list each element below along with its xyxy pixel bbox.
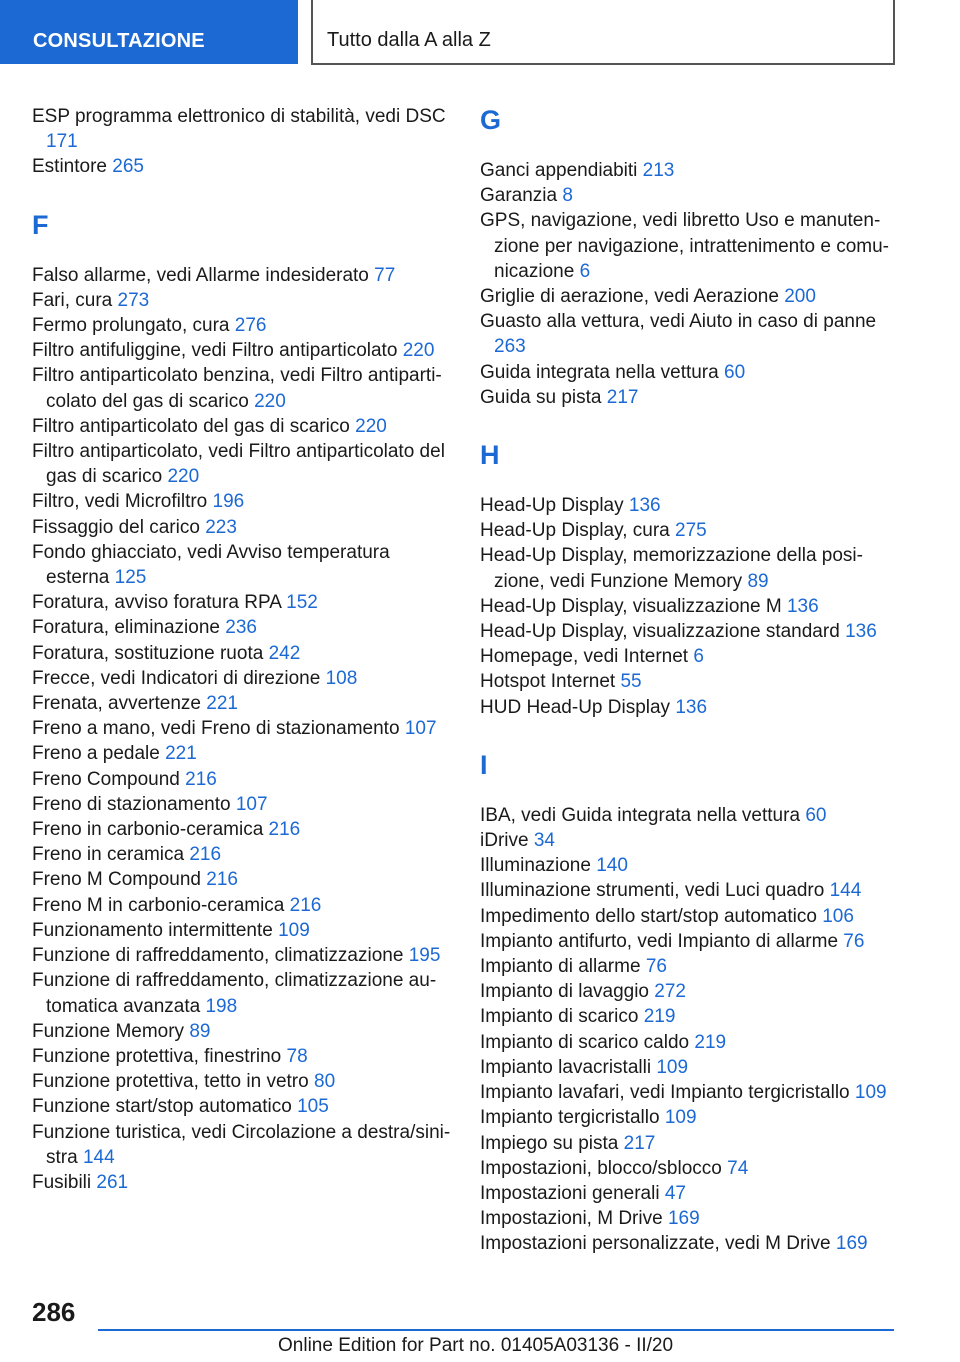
edition-note: Online Edition for Part no. 01405A03136 - II/20 <box>278 1335 674 1356</box>
entry-term: Fari, cura <box>32 289 113 311</box>
index-letter-heading: F <box>32 209 49 240</box>
entry-term: Filtro, vedi Microfiltro <box>32 491 208 513</box>
page-reference-link[interactable]: 217 <box>623 1132 656 1154</box>
index-entry <box>32 313 452 338</box>
index-entry <box>32 615 452 640</box>
entry-term: Funzione start/stop automatico <box>32 1096 292 1118</box>
index-entry <box>480 1030 900 1055</box>
entry-term: Garanzia <box>480 185 558 207</box>
entry-term: Frecce, vedi Indicatori di direzione <box>32 667 321 689</box>
index-entry <box>32 666 452 691</box>
index-entry <box>480 1181 900 1206</box>
index-entry <box>480 543 900 593</box>
page-reference-link[interactable]: 55 <box>620 671 642 693</box>
page-reference-link[interactable]: 109 <box>664 1107 697 1129</box>
index-entry <box>480 183 900 208</box>
index-entry <box>480 904 900 929</box>
index-entry <box>32 918 452 943</box>
page-reference-link[interactable]: 125 <box>114 567 147 589</box>
page-reference-link[interactable]: 221 <box>165 743 197 765</box>
index-entry <box>32 263 452 288</box>
index-column-left <box>32 104 452 1195</box>
page-reference-link[interactable]: 78 <box>286 1045 308 1067</box>
entry-term: Impostazioni, blocco/sblocco <box>480 1157 722 1179</box>
entry-term: Impianto di allarme <box>480 956 641 978</box>
entry-term: Impianto di scarico caldo <box>480 1031 690 1053</box>
page-reference-link[interactable]: 200 <box>784 286 816 308</box>
entry-term: Impiego su pista <box>480 1132 619 1154</box>
entry-term: Freno Compound <box>32 768 180 790</box>
entry-term: Impostazioni personalizzate, vedi M Drive <box>480 1233 831 1255</box>
index-entry <box>32 338 452 363</box>
entry-term: GPS, navigazione, vedi libretto Uso e manuten-zione per navigazione, intrattenimento e comu-nicazione <box>480 210 890 282</box>
entry-term: Frenata, avvertenze <box>32 693 201 715</box>
index-entry <box>32 1120 452 1170</box>
index-entry <box>480 1206 900 1231</box>
index-entry <box>32 792 452 817</box>
page-reference-link[interactable]: 196 <box>212 491 245 513</box>
page-reference-link[interactable]: 273 <box>117 289 150 311</box>
entry-term: Freno a pedale <box>32 743 160 765</box>
index-entry <box>32 154 452 179</box>
index-entry <box>32 515 452 540</box>
entry-term: Funzione turistica, vedi Circolazione a destra/sini-stra <box>32 1121 451 1168</box>
entry-term: Filtro antiparticolato del gas di scarico <box>32 415 350 437</box>
page-reference-link[interactable]: 169 <box>835 1233 868 1255</box>
page-reference-link[interactable]: 105 <box>297 1096 329 1118</box>
entry-term: Freno di stazionamento <box>32 793 231 815</box>
page-reference-link[interactable]: 136 <box>675 696 708 718</box>
page-reference-link[interactable]: 198 <box>205 995 238 1017</box>
entry-term: Filtro antifuliggine, vedi Filtro antiparticolato <box>32 340 398 362</box>
index-letter-heading: G <box>480 105 502 135</box>
index-entry <box>32 288 452 313</box>
entry-term: Freno in ceramica <box>32 844 185 866</box>
index-entry <box>480 284 900 309</box>
index-entry <box>32 968 452 1018</box>
index-entry <box>480 1231 900 1256</box>
index-entry <box>480 803 900 828</box>
page-reference-link[interactable]: 220 <box>254 390 286 412</box>
index-entry <box>32 540 452 590</box>
index-entry <box>480 878 900 903</box>
index-entry <box>480 385 900 410</box>
page-reference-link[interactable]: 109 <box>656 1056 689 1078</box>
entry-term: Impianto antifurto, vedi Impianto di allarme <box>480 930 839 952</box>
entry-term: Impianto di lavaggio <box>480 981 649 1003</box>
page-reference-link[interactable]: 140 <box>596 855 628 877</box>
page-reference-link[interactable]: 220 <box>355 415 387 437</box>
index-entry <box>480 929 900 954</box>
index-entry <box>480 158 900 183</box>
index-letter-heading: H <box>480 440 500 471</box>
entry-term: Filtro antiparticolato benzina, vedi Filtro antiparti-colato del gas di scarico <box>32 365 442 412</box>
index-entry <box>32 489 452 514</box>
page-reference-link[interactable]: 275 <box>675 520 707 542</box>
page-reference-link[interactable]: 89 <box>747 570 769 592</box>
index-entry <box>480 853 900 878</box>
entry-term: Freno M Compound <box>32 869 201 891</box>
entry-term: Foratura, avviso foratura RPA <box>32 592 281 614</box>
index-entry <box>480 619 900 644</box>
page-reference-link[interactable]: 195 <box>408 945 441 967</box>
page-reference-link[interactable]: 76 <box>645 956 667 978</box>
entry-term: Impianto lavafari, vedi Impianto tergicristallo <box>480 1082 850 1104</box>
index-column-right <box>480 104 900 1257</box>
page-reference-link[interactable]: 220 <box>402 340 435 362</box>
page-reference-link[interactable]: 6 <box>693 646 704 668</box>
index-entry <box>480 979 900 1004</box>
entry-term: Impianto lavacristalli <box>480 1056 652 1078</box>
index-entry <box>480 828 900 853</box>
page-reference-link[interactable]: 217 <box>606 386 639 408</box>
page-number: 286 <box>32 1297 76 1327</box>
page-reference-link[interactable]: 60 <box>724 361 746 383</box>
page-reference-link[interactable]: 265 <box>112 156 144 178</box>
entry-term: Foratura, sostituzione ruota <box>32 642 264 664</box>
index-entry <box>32 842 452 867</box>
page-reference-link[interactable]: 106 <box>822 905 854 927</box>
index-entry <box>480 1105 900 1130</box>
page-reference-link[interactable]: 136 <box>786 595 819 617</box>
chapter-title: Tutto dalla A alla Z <box>311 0 895 65</box>
index-letter-heading: I <box>480 749 488 780</box>
page-reference-link[interactable]: 219 <box>643 1006 676 1028</box>
page-reference-link[interactable]: 144 <box>829 880 862 902</box>
entry-term: Head-Up Display, visualizzazione standard <box>480 621 840 643</box>
entry-term: Ganci appendiabiti <box>480 160 638 181</box>
index-entry <box>32 1069 452 1094</box>
page-reference-link[interactable]: 263 <box>494 336 526 358</box>
entry-term: Guida integrata nella vettura <box>480 361 719 383</box>
page-reference-link[interactable]: 152 <box>286 592 318 614</box>
entry-term: Funzione di raffreddamento, climatizzazione au-tomatica avanzata <box>32 970 437 1017</box>
entry-term: Homepage, vedi Internet <box>480 646 689 668</box>
index-entry <box>32 767 452 792</box>
index-entry <box>480 669 900 694</box>
entry-term: Guasto alla vettura, vedi Aiuto in caso di panne <box>480 311 877 333</box>
page-reference-link[interactable]: 213 <box>642 160 675 181</box>
entry-term: Impianto di scarico <box>480 1006 639 1028</box>
entry-term: Freno in carbonio-ceramica <box>32 819 264 841</box>
entry-term: ESP programma elettronico di stabilità, vedi DSC <box>32 106 446 127</box>
page-reference-link[interactable]: 74 <box>727 1157 749 1179</box>
index-entry <box>32 439 452 489</box>
page-reference-link[interactable]: 221 <box>206 693 238 715</box>
index-entry <box>480 208 900 284</box>
index-entry <box>32 691 452 716</box>
page-reference-link[interactable]: 216 <box>189 844 222 866</box>
entry-term: Fermo prolungato, cura <box>32 315 230 337</box>
entry-term: Fondo ghiacciato, vedi Avviso temperatura esterna <box>32 541 390 589</box>
page-reference-link[interactable]: 109 <box>278 919 310 941</box>
index-entry <box>32 741 452 766</box>
entry-term: Freno M in carbonio-ceramica <box>32 894 285 916</box>
page-reference-link[interactable]: 216 <box>289 894 322 916</box>
index-entry <box>32 817 452 842</box>
entry-term: Falso allarme, vedi Allarme indesiderato <box>32 264 369 286</box>
index-entry <box>32 893 452 918</box>
page-reference-link[interactable]: 136 <box>628 495 661 517</box>
index-entry <box>32 1044 452 1069</box>
index-entry <box>480 954 900 979</box>
page-reference-link[interactable]: 108 <box>325 667 358 689</box>
page-reference-link[interactable]: 89 <box>189 1020 211 1042</box>
entry-term: Guida su pista <box>480 386 602 408</box>
entry-term: Fusibili <box>32 1171 92 1193</box>
page-reference-link[interactable]: 60 <box>805 804 827 826</box>
index-entry <box>480 360 900 385</box>
page-reference-link[interactable]: 8 <box>562 185 573 207</box>
entry-term: Illuminazione <box>480 855 591 877</box>
index-entry <box>32 414 452 439</box>
entry-term: Head-Up Display <box>480 495 624 517</box>
entry-term: IBA, vedi Guida integrata nella vettura <box>480 804 801 826</box>
entry-term: Fissaggio del carico <box>32 516 200 538</box>
page-reference-link[interactable]: 144 <box>82 1146 115 1168</box>
entry-term: Funzione protettiva, finestrino <box>32 1045 282 1067</box>
index-entry <box>32 590 452 615</box>
index-entry <box>480 1156 900 1181</box>
index-entry <box>480 644 900 669</box>
index-entry <box>32 1019 452 1044</box>
entry-term: Freno a mano, vedi Freno di stazionamento <box>32 718 400 740</box>
entry-term: Funzione di raffreddamento, climatizzazione <box>32 945 404 967</box>
page-reference-link[interactable]: 107 <box>404 718 437 740</box>
entry-term: Funzione protettiva, tetto in vetro <box>32 1071 309 1093</box>
page-reference-link[interactable]: 216 <box>206 869 238 891</box>
index-entry <box>32 104 452 154</box>
page-reference-link[interactable]: 220 <box>167 466 200 488</box>
page-header <box>0 0 960 66</box>
entry-term: Funzionamento intermittente <box>32 919 273 941</box>
index-entry <box>480 1055 900 1080</box>
entry-term: Impostazioni, M Drive <box>480 1208 663 1230</box>
entry-term: Head-Up Display, cura <box>480 520 670 542</box>
index-entry <box>480 594 900 619</box>
index-entry <box>32 716 452 741</box>
page-reference-link[interactable]: 47 <box>664 1182 686 1204</box>
index-entry <box>32 1170 452 1195</box>
entry-term: Head-Up Display, memorizzazione della posi-zione, vedi Funzione Memory <box>480 545 863 592</box>
entry-term: Hotspot Internet <box>480 671 616 693</box>
entry-term: Impedimento dello start/stop automatico <box>480 905 817 927</box>
page-reference-link[interactable]: 171 <box>46 131 78 153</box>
page-reference-link[interactable]: 34 <box>533 830 555 852</box>
page-reference-link[interactable]: 80 <box>314 1071 336 1093</box>
index-entry <box>32 867 452 892</box>
index-entry <box>32 1094 452 1119</box>
index-entry <box>480 518 900 543</box>
page-reference-link[interactable]: 136 <box>845 621 877 643</box>
page-reference-link[interactable]: 261 <box>96 1171 129 1193</box>
page-reference-link[interactable]: 276 <box>234 315 267 337</box>
page-reference-link[interactable]: 236 <box>225 617 257 639</box>
entry-term: Funzione Memory <box>32 1020 185 1042</box>
index-entry <box>480 695 900 720</box>
page-reference-link[interactable]: 272 <box>654 981 686 1003</box>
entry-term: Estintore <box>32 156 107 178</box>
index-entry <box>32 363 452 413</box>
entry-term: iDrive <box>480 830 529 852</box>
page-reference-link[interactable]: 223 <box>205 516 237 538</box>
section-tab: CONSULTAZIONE <box>0 0 298 64</box>
page-reference-link[interactable]: 216 <box>268 819 301 841</box>
entry-term: Filtro antiparticolato, vedi Filtro antiparticolato del gas di scarico <box>32 441 445 488</box>
entry-term: Impianto tergicristallo <box>480 1107 660 1129</box>
entry-term: Head-Up Display, visualizzazione M <box>480 595 782 617</box>
page-reference-link[interactable]: 109 <box>854 1082 887 1104</box>
entry-term: Griglie di aerazione, vedi Aerazione <box>480 286 779 308</box>
page-reference-link[interactable]: 242 <box>268 642 301 664</box>
page-reference-link[interactable]: 107 <box>235 793 268 815</box>
index-entry <box>480 309 900 359</box>
page-reference-link[interactable]: 77 <box>374 264 396 286</box>
entry-term: Foratura, eliminazione <box>32 617 220 639</box>
entry-term: Illuminazione strumenti, vedi Luci quadro <box>480 880 825 902</box>
page-reference-link[interactable]: 169 <box>667 1208 700 1230</box>
index-entry <box>480 1004 900 1029</box>
index-entry <box>32 641 452 666</box>
index-entry <box>480 1080 900 1105</box>
page-reference-link[interactable]: 76 <box>843 930 865 952</box>
index-entry <box>32 943 452 968</box>
entry-term: HUD Head-Up Display <box>480 696 671 718</box>
page-reference-link[interactable]: 219 <box>694 1031 727 1053</box>
page-reference-link[interactable]: 6 <box>579 260 591 282</box>
page-reference-link[interactable]: 216 <box>185 768 217 790</box>
entry-term: Impostazioni generali <box>480 1182 660 1204</box>
index-entry <box>480 1131 900 1156</box>
index-entry <box>480 493 900 518</box>
